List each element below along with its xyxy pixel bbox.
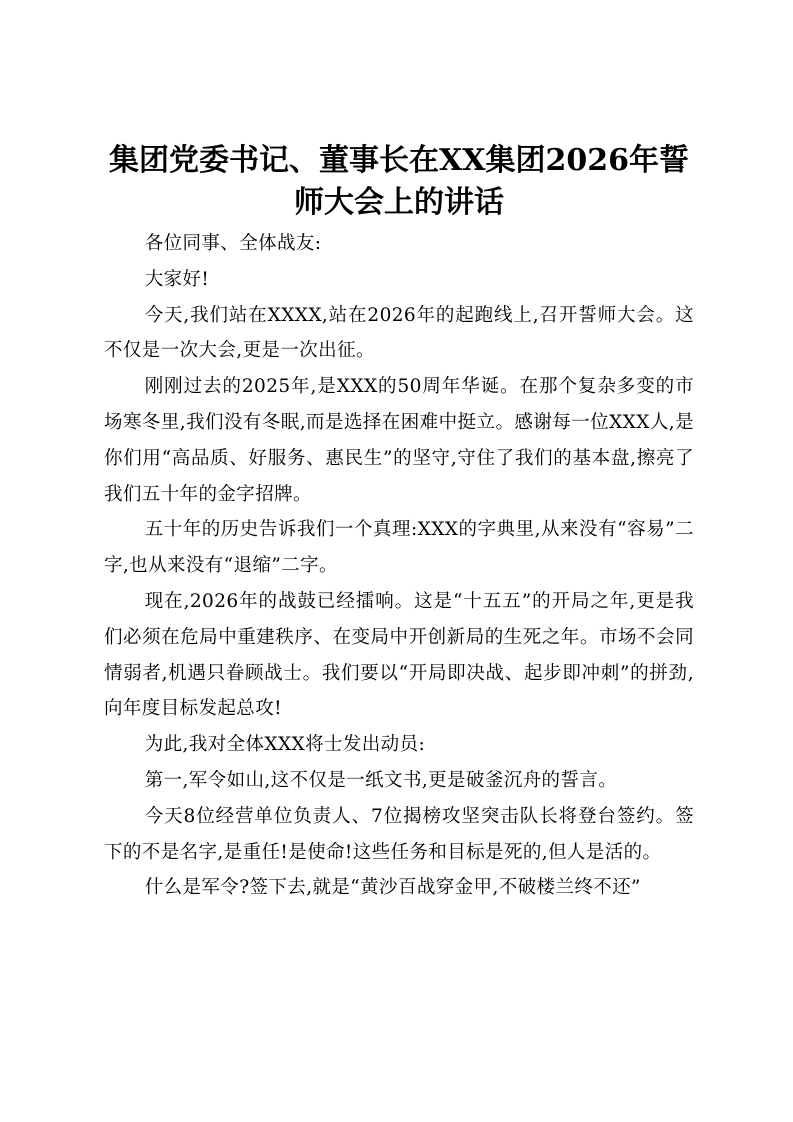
paragraph-point-one: 第一,军令如山,这不仅是一纸文书,更是破釜沉舟的誓言。 [144,769,618,791]
paragraph-mobilization: 为此,我对全体XXX将士发出动员: [144,734,426,756]
document-title: 集团党委书记、董事长在XX集团2026年誓师大会上的讲话 [108,143,690,220]
paragraph-review-2025: 刚刚过去的2025年,是XXX的50周年华诞。在那个复杂多变的市场寒冬里,我们没有冬眠,而是选择在困难中挺立。感谢每一位XXX人,是你们用“高品质、好服务、惠民生”的坚守,守住了我们的基本盘,擦亮了我们五十年的金字招牌。 [104,376,694,505]
paragraph-opening: 今天,我们站在XXXX,站在2026年的起跑线上,召开誓师大会。这不仅是一次大会,更是一次出征。 [104,304,694,362]
paragraph-2026-battle: 现在,2026年的战鼓已经擂响。这是“十五五”的开局之年,更是我们必须在危局中重建秩序、在变局中开创新局的生死之年。市场不会同情弱者,机遇只眷顾战士。我们要以“开局即决战、起步即冲刺”的拼劲,向年度目标发起总攻! [104,590,694,720]
paragraph-military-order: 什么是军令?签下去,就是“黄沙百战穿金甲,不破楼兰终不还” [144,877,641,899]
paragraph-signing: 今天8位经营单位负责人、7位揭榜攻坚突击队长将登台签约。签下的不是名字,是重任!是使命!这些任务和目标是死的,但人是活的。 [104,805,694,863]
document-page [104,140,694,906]
paragraph-hello: 大家好! [144,268,210,290]
paragraph-greeting: 各位同事、全体战友: [144,233,322,254]
paragraph-history-truth: 五十年的历史告诉我们一个真理:XXX的字典里,从来没有“容易”二字,也从来没有“退缩”二字。 [104,519,694,577]
